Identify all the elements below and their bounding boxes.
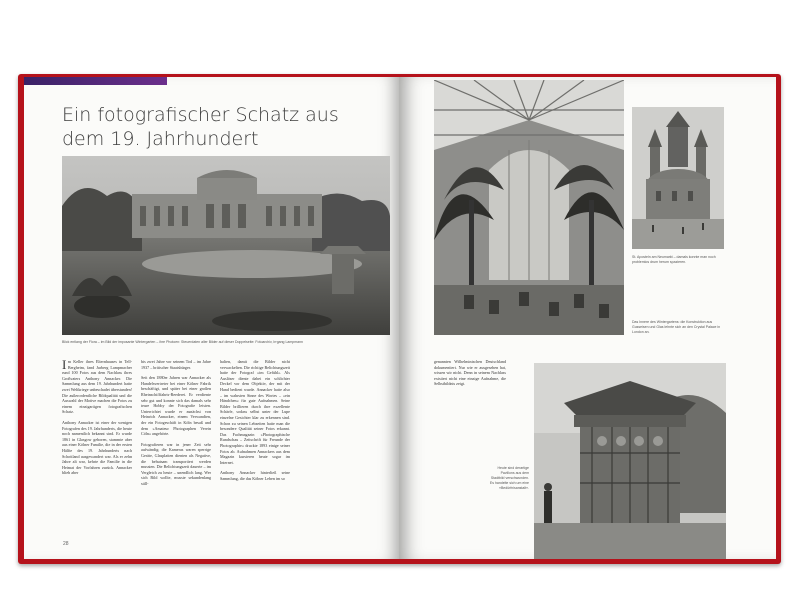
paragraph: halten, damit die Bilder nicht verwackelten. Die richtige Belichtungszeit hatte der Fotograf »im Gefühl«. Als Auslöser diente dabei ein schlichter Deckel vor dem Objektiv, der mit der Hand bedient wurde. Annacker hatte also – im wahrsten Sinne des Wortes – »ein Händchen« für gute Aufnahmen. Seine Bilder brillieren durch ihre exzellente Schärfe, sodass selbst unter der Lupe einzelne Gesichter klar zu erkennen sind. Schon zu seinen Lebzeiten hatte man die besondere Qualität seiner Fotos erkannt. Das Fachmagazin »Photographische Rundschau – Zeitschrift für Freunde der Photographie« druckte 1893 einige seiner Fotos ab. Aufnahmen Annackers aus dem Magazin kursieren heute sogar im Internet.	[220, 359, 290, 465]
paragraph: genannten Wilhelminischen Deutschland dokumentiert. Nur wie er ausgesehen hat, wissen wir nicht. Denn in seinem Nachlass existiert nicht eine einzige Aufnahme, die Selbstbildnis zeigt.	[434, 359, 506, 387]
palm-house-photo	[434, 80, 624, 335]
paragraph: Fotografieren war in jener Zeit sehr aufwändig; die Kameras waren sperrige Geräte, Glasplatten dienten als Negative, die behutsam transportiert werden mussten. Die Belichtungszeit dauerte – im Vergleich zu heute – unendlich lang. Wer sich Bild wollte, musste sekundenlang still-	[141, 441, 211, 486]
paragraph: Anthony Annacker ist einer der wenigen Fotografen des 19. Jahrhunderts, die heute noch namentlich bekannt sind. Er wurde 1861 in Glasgow geboren, stammte aber aus einer Kölner Familie, die in der ersten Hälfte des 19. Jahrhunderts nach Schottland ausgewandert war. Als er zehn Jahre alt war, kehrte die Familie in die Heimat der Vorfahren zurück. Annacker blieb aber	[62, 419, 132, 476]
pavilion-photo	[534, 363, 726, 559]
palm-house-caption: Das Innere des Wintergartens: die Konstruktion aus Gusseisen und Glas lehnte sich an den Crystal Palace in London an.	[632, 320, 721, 334]
paragraph: bis zwei Jahre vor seinem Tod – im Jahre 1937 – britischer Staatsbürger.	[141, 359, 211, 370]
church-caption: St. Aposteln am Neumarkt – damals konnte man noch problemlos drum herum spazieren.	[632, 255, 716, 264]
purple-ribbon	[24, 77, 167, 85]
flora-photo	[62, 156, 390, 335]
page-number: 28	[63, 541, 69, 547]
church-photo	[632, 107, 724, 249]
paragraph: Anthony Annacker hinterließ seine Sammlung, die das Kölner Leben im so	[220, 470, 290, 481]
paragraph: m Keller ihres Elternhauses in Tell-Bergheim, fand Jurberg Lampmacher rund 100 Fotos aus dem Nachlass ihres Großvaters Anthony Annacker. Die Sammlung aus dem 19. Jahrhundert hatte zwei Weltkriege unbeschadet überstanden! Die außerordentliche Bildqualität und die Auswahl der Motive machen die Fotos zu einem einzigartigen fotografischen Schatz.	[62, 359, 132, 415]
main-photo-caption: Blick entlang der Flora – im Bild der imposante Wintergarten – ihre Photoen: Steuerdaten aller Bilder auf dieser Doppelseite: Fotoarchiv, Irrgang Lampmann	[62, 340, 303, 344]
text-column-2	[141, 359, 211, 491]
drop-cap: I	[62, 357, 67, 372]
page-title: Ein fotografischer Schatz aus dem 19. Jahrhundert	[62, 104, 339, 150]
left-page	[24, 77, 399, 559]
text-column-3	[220, 359, 290, 486]
right-page	[399, 77, 776, 559]
text-column-4	[434, 359, 506, 392]
pavilion-caption: Heute sind derartige Pavillons aus dem Stadtbild verschwunden. Es handelte sich um eine »Bedürfnisanstalt«.	[489, 466, 529, 490]
text-column-1	[62, 359, 132, 481]
paragraph: Seit den 1880er Jahren war Annacker als Handelsvertreter bei einer Kölner Fabrik beschäftigt, und später bei einer großen Rheinschifffahrts-Reederei. Er verdiente sehr gut und konnte sich das damals sehr teure Hobby der Fotografie leisten. Unterrichtet wurde er zunächst von Heinrich Annacker, einem Verwandten, der ein Fotogeschäft in Köln besaß und dem »Amateur Photographen Verein Cöln« angehörte.	[141, 375, 211, 437]
